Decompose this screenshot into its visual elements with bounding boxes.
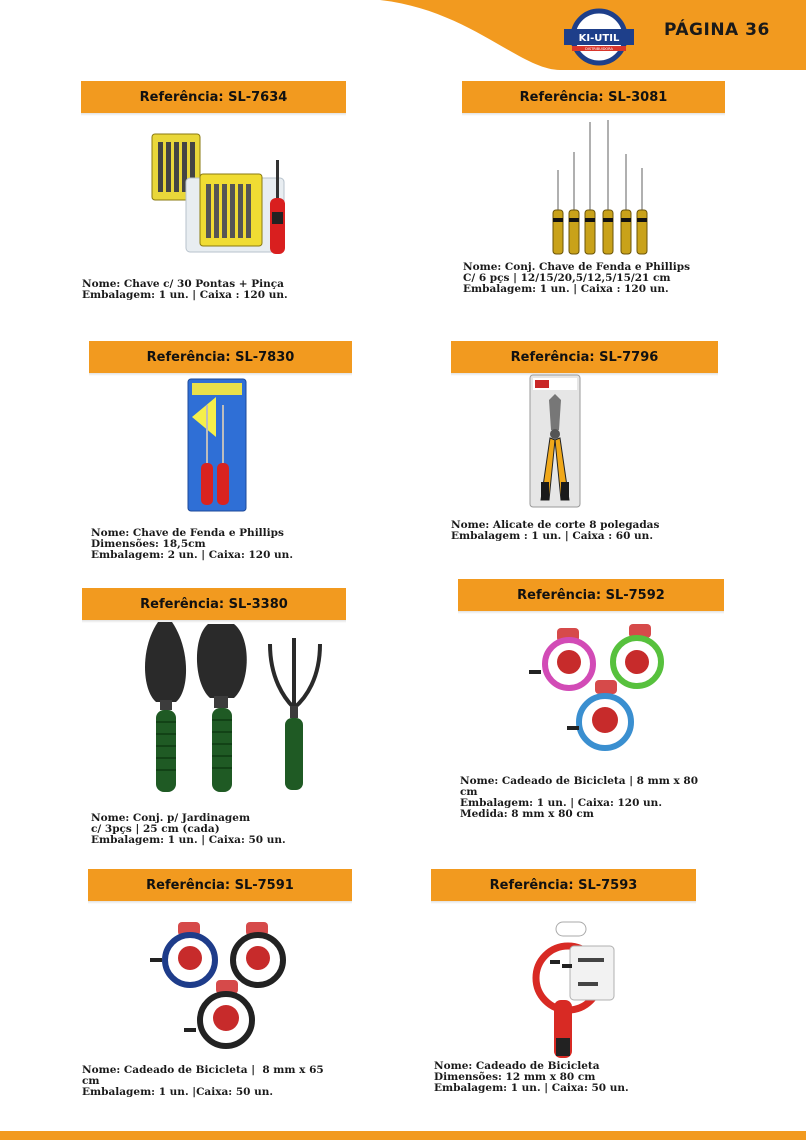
company-logo: [562, 7, 636, 67]
reference-label: Referência: SL-3380: [140, 596, 288, 612]
description-line: Dimensões: 18,5cm: [91, 538, 206, 550]
description-line: C/ 6 pçs | 12/15/20,5/12,5/15/21 cm: [463, 272, 671, 284]
product-description: [451, 520, 659, 542]
description-line: Nome: Alicate de corte 8 polegadas: [451, 519, 660, 531]
bike-lock-set-icon: [527, 622, 677, 770]
description-line: cm: [82, 1075, 100, 1087]
reference-label: Referência: SL-7591: [146, 877, 294, 893]
header-wave: [0, 0, 806, 80]
reference-label: Referência: SL-7593: [489, 877, 638, 893]
product-description: [82, 279, 288, 301]
bike-lock-red-icon: [526, 920, 618, 1062]
description-line: Embalagem: 1 un. | Caixa: 50 un.: [91, 834, 286, 846]
description-line: Nome: Cadeado de Bicicleta | 8 mm x 80: [460, 775, 699, 787]
pliers-icon: [529, 374, 581, 508]
description-line: Nome: Chave de Fenda e Phillips: [91, 527, 284, 539]
product-description: [460, 776, 698, 820]
reference-banner: [458, 579, 724, 611]
screwdriver-bit-set-icon: [148, 128, 298, 268]
reference-label: Referência: SL-7796: [510, 349, 659, 365]
product-description: [434, 1061, 629, 1094]
page-number: PÁGINA 36: [664, 20, 770, 40]
reference-banner: [88, 869, 352, 901]
product-description: [91, 528, 293, 561]
logo-subtext: DISTRIBUIDORA: [585, 47, 613, 51]
product-description: [91, 813, 286, 846]
description-line: Nome: Conj. p/ Jardinagem: [91, 812, 251, 824]
product-description: [463, 262, 690, 295]
screwdriver-pair-icon: [186, 377, 248, 513]
description-line: Embalagem: 1 un. | Caixa : 120 un.: [82, 289, 288, 301]
description-line: Embalagem: 1 un. |Caixa: 50 un.: [82, 1086, 274, 1098]
description-line: Embalagem: 2 un. | Caixa: 120 un.: [91, 549, 293, 561]
description-line: Dimensões: 12 mm x 80 cm: [434, 1071, 596, 1083]
product-description: [82, 1065, 324, 1098]
description-line: c/ 3pçs | 25 cm (cada): [91, 823, 220, 835]
description-line: Nome: Conj. Chave de Fenda e Phillips: [463, 261, 691, 273]
screwdriver-set-icon: [545, 118, 655, 258]
description-line: Nome: Cadeado de Bicicleta | 8 mm x 65: [82, 1064, 324, 1076]
reference-banner: [431, 869, 696, 901]
description-line: Embalagem : 1 un. | Caixa : 60 un.: [451, 530, 653, 542]
description-line: Nome: Chave c/ 30 Pontas + Pinça: [82, 278, 284, 290]
description-line: Medida: 8 mm x 80 cm: [460, 808, 594, 820]
reference-banner: [82, 588, 346, 620]
footer-bar: [0, 1131, 806, 1140]
description-line: cm: [460, 786, 478, 798]
reference-label: Referência: SL-3081: [519, 89, 668, 105]
description-line: Embalagem: 1 un. | Caixa : 120 un.: [463, 283, 669, 295]
reference-banner: [81, 81, 346, 113]
description-line: Nome: Cadeado de Bicicleta: [434, 1060, 600, 1072]
reference-banner: [89, 341, 352, 373]
garden-tools-icon: [134, 618, 330, 796]
description-line: Embalagem: 1 un. | Caixa: 120 un.: [460, 797, 662, 809]
logo-text: KI-UTIL: [578, 33, 620, 44]
reference-banner: [451, 341, 718, 373]
reference-label: Referência: SL-7830: [146, 349, 295, 365]
reference-label: Referência: SL-7634: [139, 89, 288, 105]
reference-banner: [462, 81, 725, 113]
description-line: Embalagem: 1 un. | Caixa: 50 un.: [434, 1082, 629, 1094]
reference-label: Referência: SL-7592: [517, 587, 665, 603]
bike-lock-set-dark-icon: [148, 920, 290, 1066]
